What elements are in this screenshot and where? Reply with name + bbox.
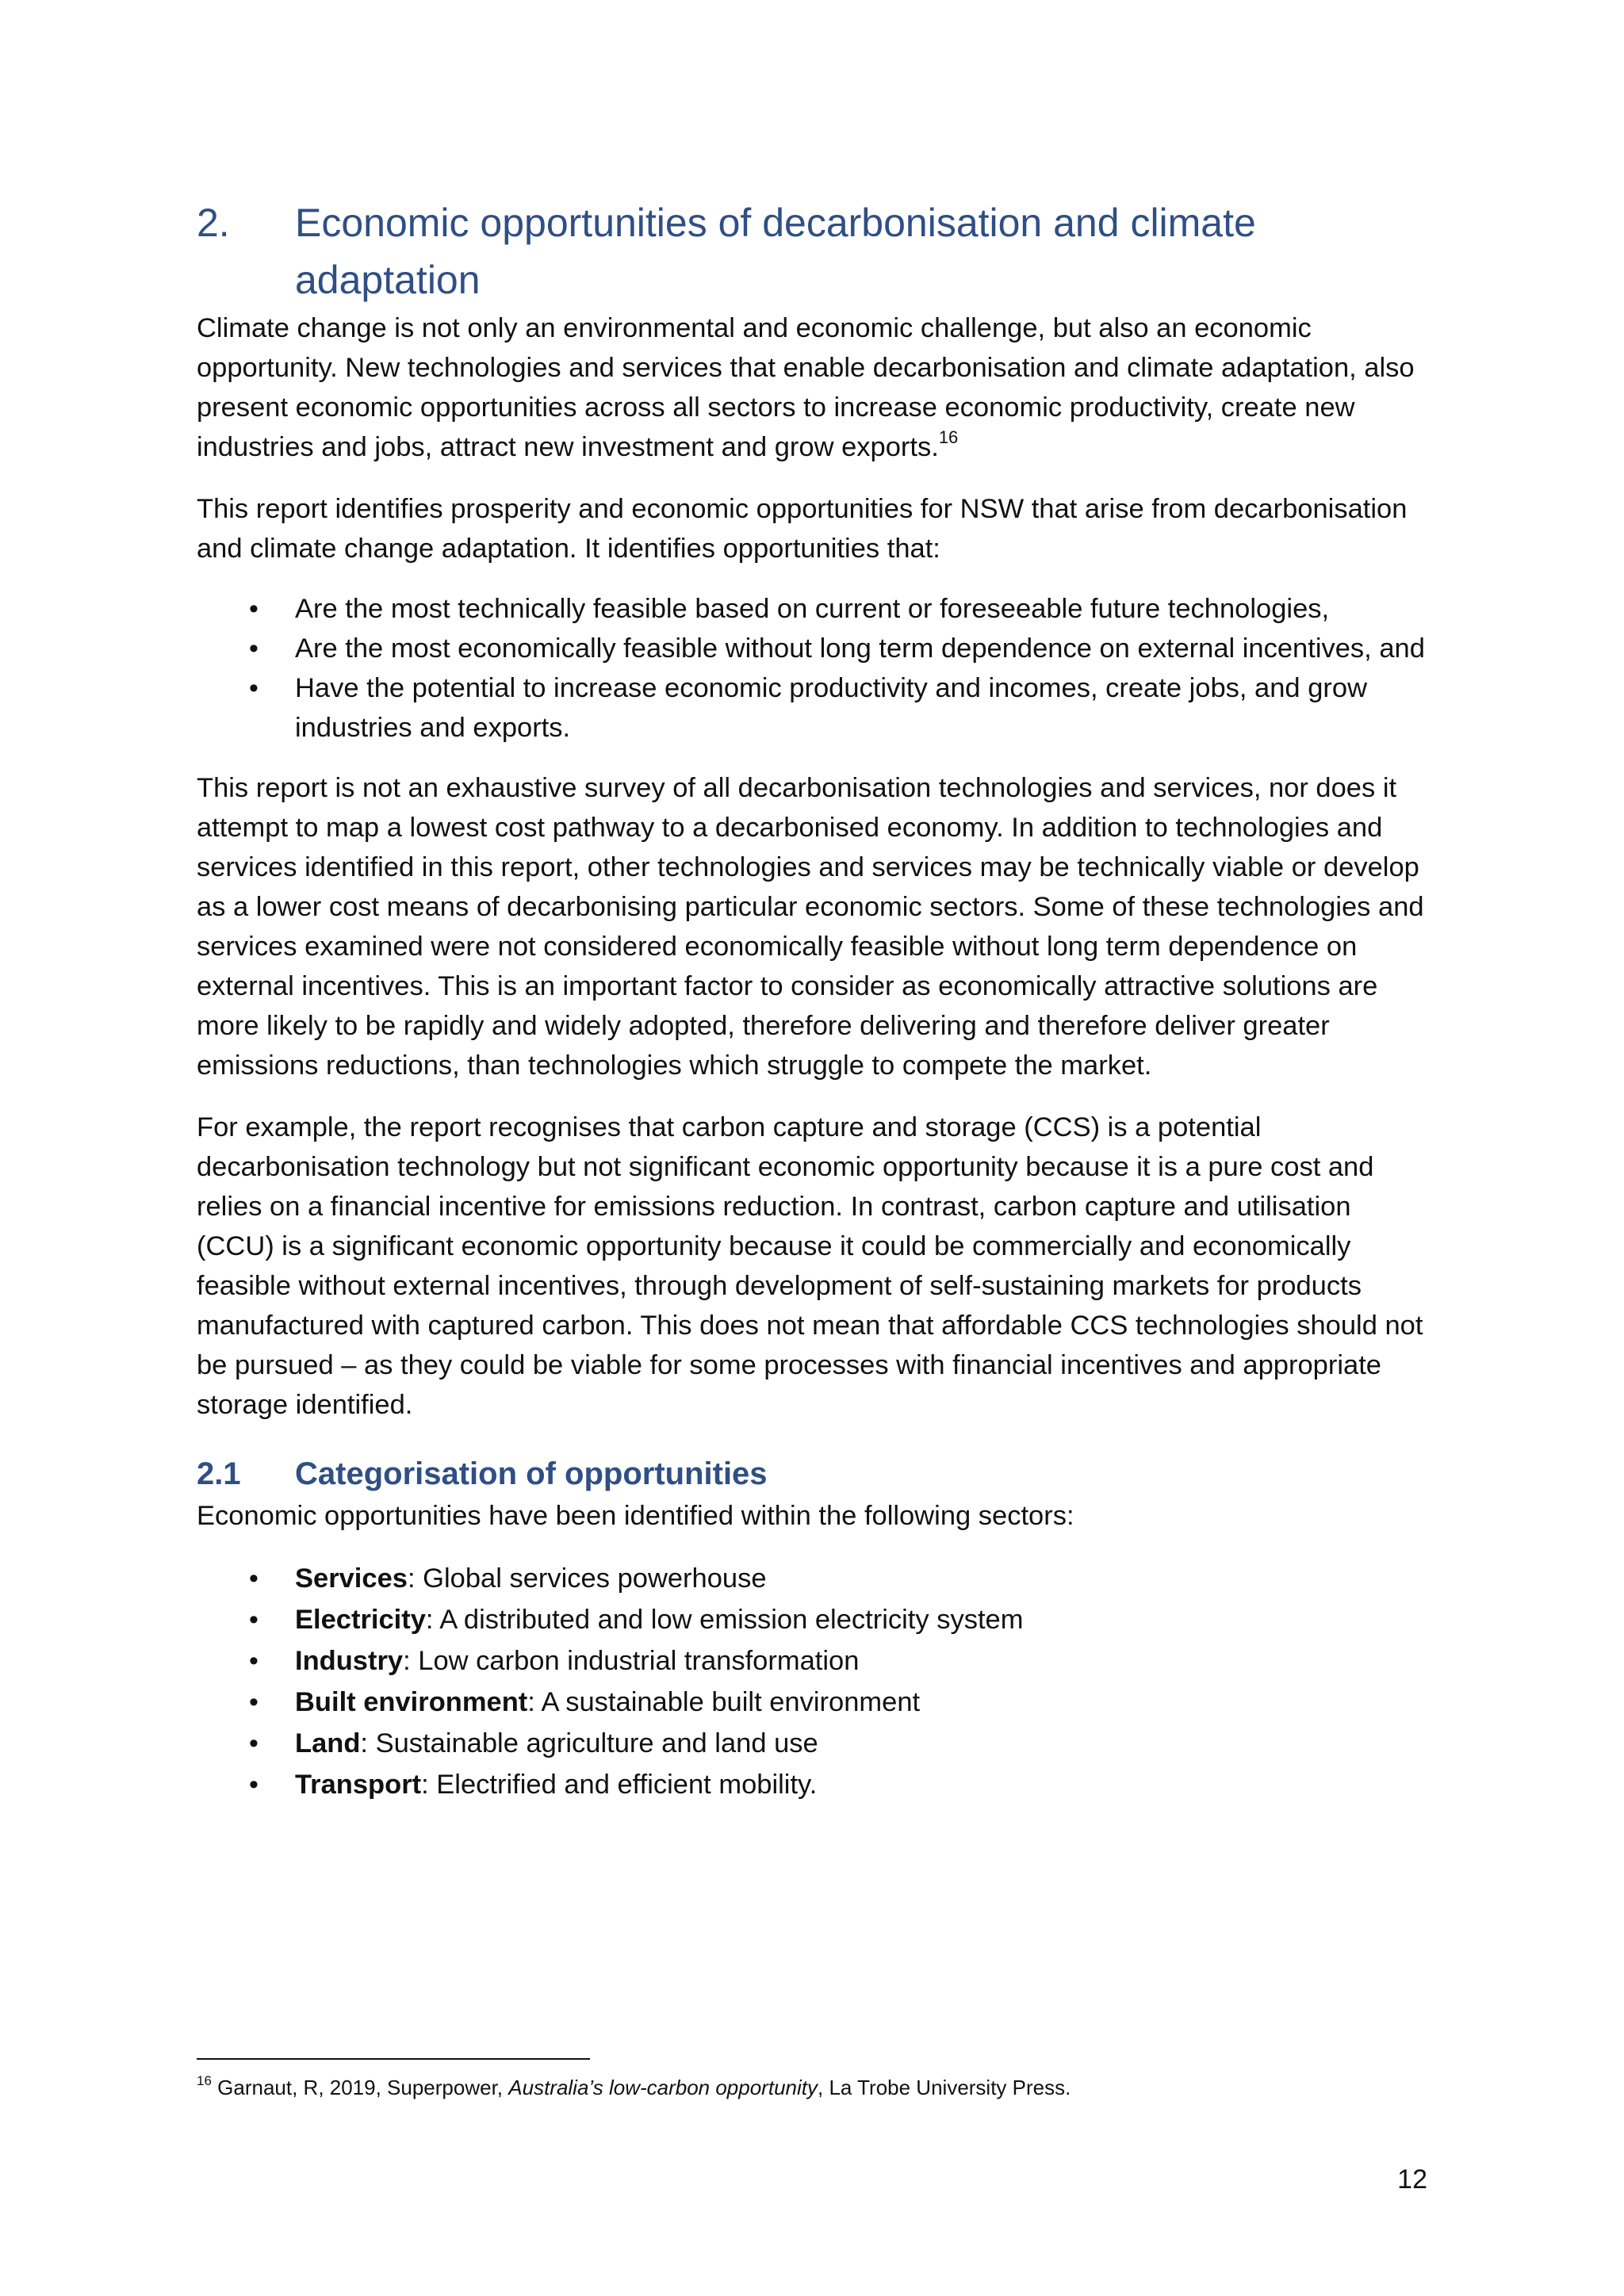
footnote-number: 16 [197, 2073, 212, 2089]
list-item [197, 1764, 1434, 1805]
sector-desc: : Sustainable agriculture and land use [360, 1728, 818, 1758]
sector-name: Industry [295, 1646, 404, 1676]
footnote-text-pre: Garnaut, R, 2019, Superpower, [211, 2076, 509, 2099]
list-item [197, 1558, 1434, 1599]
list-item [197, 629, 1434, 668]
sector-name: Land [295, 1728, 361, 1758]
main-content [197, 194, 1434, 1826]
subsection-title: Categorisation of opportunities [295, 1456, 768, 1491]
sector-name: Built environment [295, 1687, 528, 1717]
list-item-text: Are the most technically feasible based on current or foreseeable future technologies, [295, 594, 1330, 624]
criteria-list [197, 589, 1434, 748]
footnote-ref[interactable]: 16 [938, 427, 959, 447]
footnote-separator [197, 2058, 590, 2060]
sector-name: Transport [295, 1770, 422, 1800]
bullet-icon: • [249, 1646, 259, 1676]
paragraph-sectors-intro: Economic opportunities have been identified within the following sectors: [197, 1501, 1074, 1531]
list-item [197, 1599, 1434, 1640]
list-item-text: Have the potential to increase economic productivity and incomes, create jobs, and grow industries and exports. [295, 673, 1367, 743]
paragraph-scope: This report identifies prosperity and economic opportunities for NSW that arise from decarbonisation and climate change adaptation. It identifies opportunities that: [197, 494, 1408, 564]
section-title: Economic opportunities of decarbonisation and climate adaptation [295, 201, 1256, 302]
bullet-icon: • [249, 1563, 259, 1594]
bullet-icon: • [249, 1605, 259, 1635]
sector-desc: : Electrified and efficient mobility. [421, 1770, 818, 1800]
list-item-text: Are the most economically feasible without long term dependence on external incentives, and [295, 633, 1425, 664]
bullet-icon: • [249, 633, 259, 664]
paragraph-ccs-example: For example, the report recognises that carbon capture and storage (CCS) is a potential decarbonisation technology but not significant economic opportunity because it is a pure cost and relies on a financial incentive for emissions reduction. In contrast, carbon capture and utilisation (CCU) is a significant economic opportunity because it could be commercially and economically feasible without external incentives, through development of self-sustaining markets for products manufactured with captured carbon. This does not mean that affordable CCS technologies should not be pursued – as they could be viable for some processes with financial incentives and appropriate storage identified. [197, 1112, 1423, 1420]
sector-desc: : A distributed and low emission electricity system [425, 1605, 1024, 1635]
subsection-heading [197, 1452, 1434, 1496]
bullet-icon: • [249, 1687, 259, 1717]
list-item [197, 668, 1434, 748]
list-item [197, 1723, 1434, 1764]
list-item [197, 1682, 1434, 1723]
bullet-icon: • [249, 594, 259, 624]
paragraph-intro-text: Climate change is not only an environmental and economic challenge, but also an economic opportunity. New technologies and services that enable decarbonisation and climate adaptation, also present economic opportunities across all sectors to increase economic productivity, create new industries and jobs, attract new investment and grow exports. [197, 313, 1415, 462]
footnote [197, 2074, 1071, 2101]
sector-desc: : Global services powerhouse [407, 1563, 767, 1594]
bullet-icon: • [249, 673, 259, 703]
sector-name: Electricity [295, 1605, 426, 1635]
paragraph-not-exhaustive: This report is not an exhaustive survey of all decarbonisation technologies and services, nor does it attempt to map a lowest cost pathway to a decarbonised economy. In addition to technologies and services identified in this report, other technologies and services may be technically viable or develop as a lower cost means of decarbonising particular economic sectors. Some of these technologies and services examined were not considered economically feasible without long term dependence on external incentives. This is an important factor to consider as economically attractive solutions are more likely to be rapidly and widely adopted, therefore delivering and therefore deliver greater emissions reductions, than technologies which struggle to compete the market. [197, 773, 1424, 1081]
sector-desc: : A sustainable built environment [527, 1687, 921, 1717]
footnote-book-title: Australia’s low-carbon opportunity [508, 2076, 818, 2099]
list-item [197, 1640, 1434, 1682]
sector-desc: : Low carbon industrial transformation [403, 1646, 860, 1676]
page-number: 12 [1397, 2164, 1427, 2195]
sectors-list [197, 1558, 1434, 1805]
section-number: 2. [197, 201, 230, 245]
paragraph-intro [197, 308, 1434, 467]
bullet-icon: • [249, 1728, 259, 1758]
list-item [197, 589, 1434, 629]
sector-name: Services [295, 1563, 408, 1594]
footnote-text-post: , La Trobe University Press. [818, 2076, 1071, 2099]
section-heading [197, 194, 1434, 308]
subsection-number: 2.1 [197, 1456, 241, 1491]
bullet-icon: • [249, 1770, 259, 1800]
